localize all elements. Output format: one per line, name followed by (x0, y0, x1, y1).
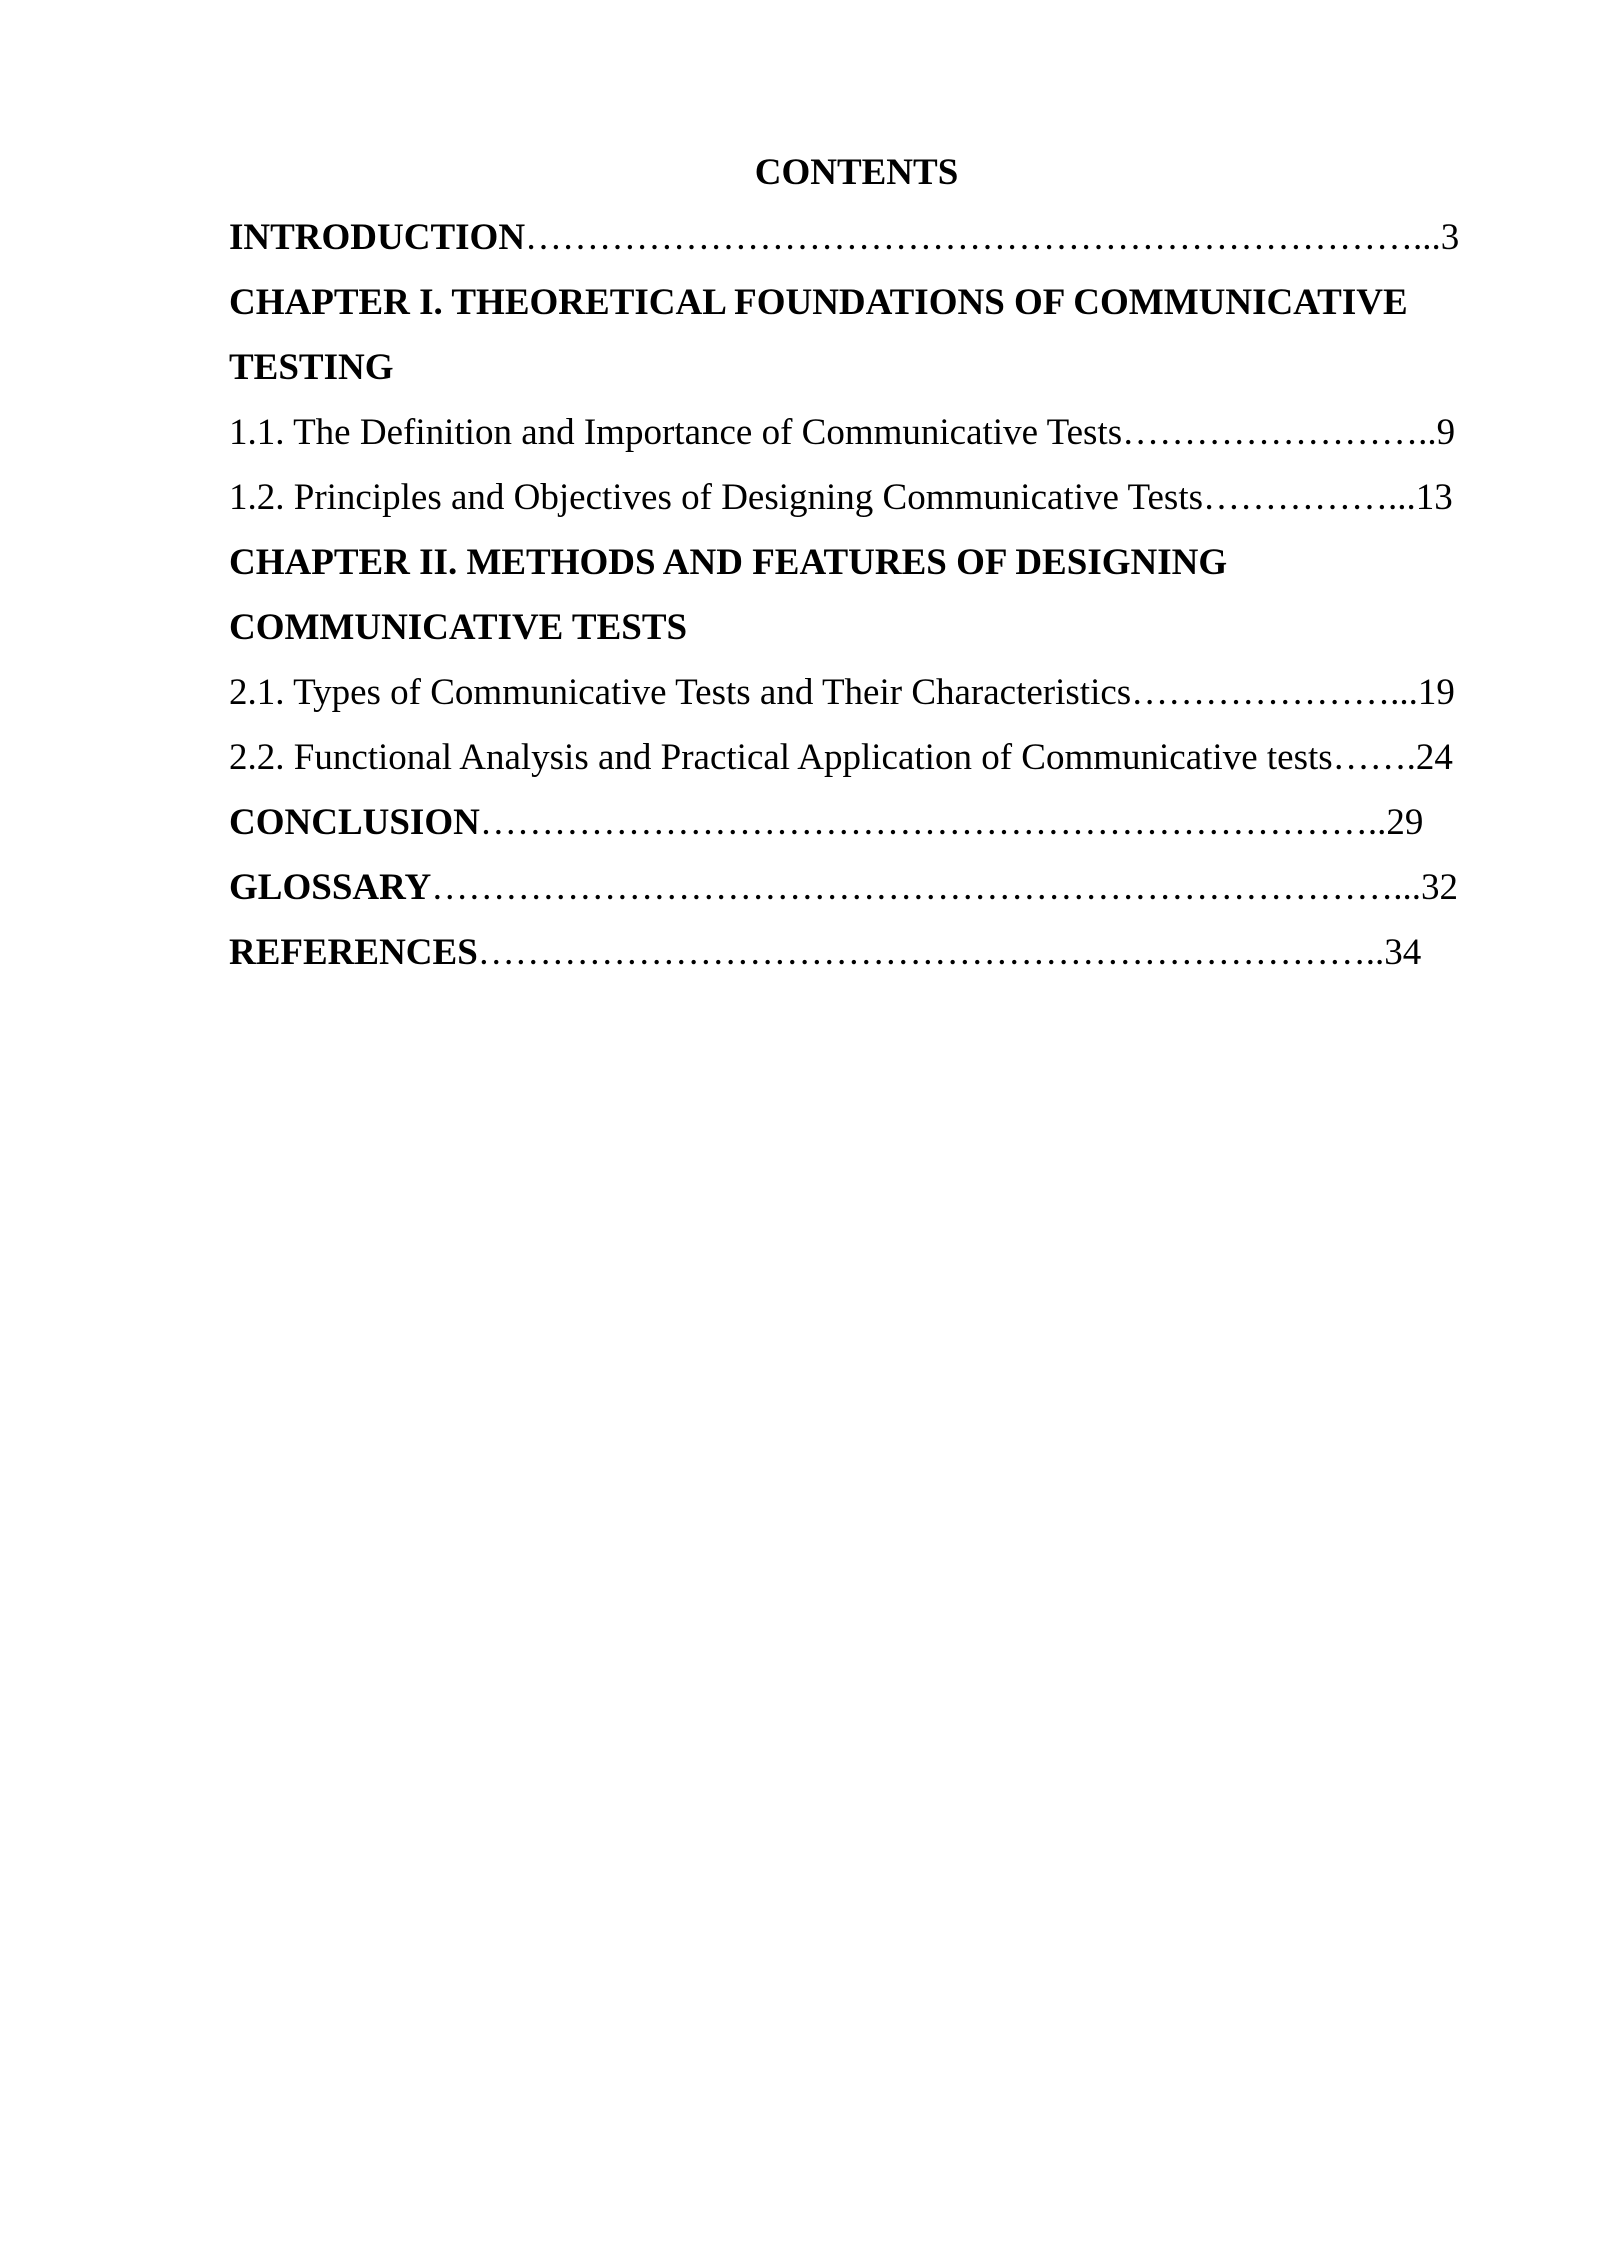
toc-dot-leader: ……. (1332, 737, 1416, 778)
toc-entry-label: CHAPTER I. THEORETICAL FOUNDATIONS OF COMMUNICATIVE (229, 282, 1408, 323)
toc-heading: CONTENTS (754, 152, 959, 193)
toc-dot-leader: ………………………………………………………………... (525, 217, 1441, 258)
toc-entry-1-2 (229, 465, 1484, 530)
toc-entry-conclusion (229, 790, 1484, 855)
toc-entry-label: INTRODUCTION (229, 217, 526, 258)
toc-entry-2-2 (229, 725, 1484, 790)
toc-entry-label: 1.1. The Definition and Importance of Communicative Tests (229, 412, 1123, 453)
toc-dot-leader: …………………... (1131, 672, 1418, 713)
toc-entry-label: COMMUNICATIVE TESTS (229, 607, 688, 648)
toc-entry-label: GLOSSARY (229, 867, 432, 908)
toc-chapter-2-heading-line-2 (229, 595, 1484, 660)
toc-dot-leader: …………………….. (1122, 412, 1437, 453)
toc-page-number: 3 (1440, 217, 1460, 258)
toc-entry-1-1 (229, 400, 1484, 465)
toc-page-number: 29 (1386, 802, 1424, 843)
toc-entry-references (229, 920, 1484, 985)
toc-chapter-1-heading-line-1 (229, 270, 1484, 335)
toc-page-number: 34 (1384, 932, 1422, 973)
toc-entry-label: REFERENCES (229, 932, 478, 973)
toc-page-number: 24 (1415, 737, 1453, 778)
toc-page-number: 32 (1421, 867, 1459, 908)
toc-dot-leader: ……………………………………………………………….. (479, 802, 1387, 843)
toc-entry-introduction (229, 205, 1484, 270)
toc-dot-leader: ……………………………………………………………………... (431, 867, 1422, 908)
toc-page-number: 13 (1415, 477, 1453, 518)
toc-chapter-2-heading-line-1 (229, 530, 1484, 595)
toc-page-number: 9 (1436, 412, 1456, 453)
toc-entry-glossary (229, 855, 1484, 920)
toc-entry-label: 1.2. Principles and Objectives of Designing Communicative Tests (229, 477, 1203, 518)
toc-entry-label: CHAPTER II. METHODS AND FEATURES OF DESIGNING (229, 542, 1228, 583)
toc-entry-2-1 (229, 660, 1484, 725)
toc-entry-label: 2.1. Types of Communicative Tests and Their Characteristics (229, 672, 1132, 713)
table-of-contents (229, 140, 1484, 985)
toc-chapter-1-heading-line-2 (229, 335, 1484, 400)
toc-dot-leader: ……………... (1203, 477, 1416, 518)
toc-entry-label: CONCLUSION (229, 802, 480, 843)
toc-entry-label: TESTING (229, 347, 394, 388)
toc-page-number: 19 (1417, 672, 1455, 713)
toc-entry-label: 2.2. Functional Analysis and Practical Application of Communicative tests (229, 737, 1333, 778)
toc-dot-leader: ……………………………………………………………….. (477, 932, 1385, 973)
